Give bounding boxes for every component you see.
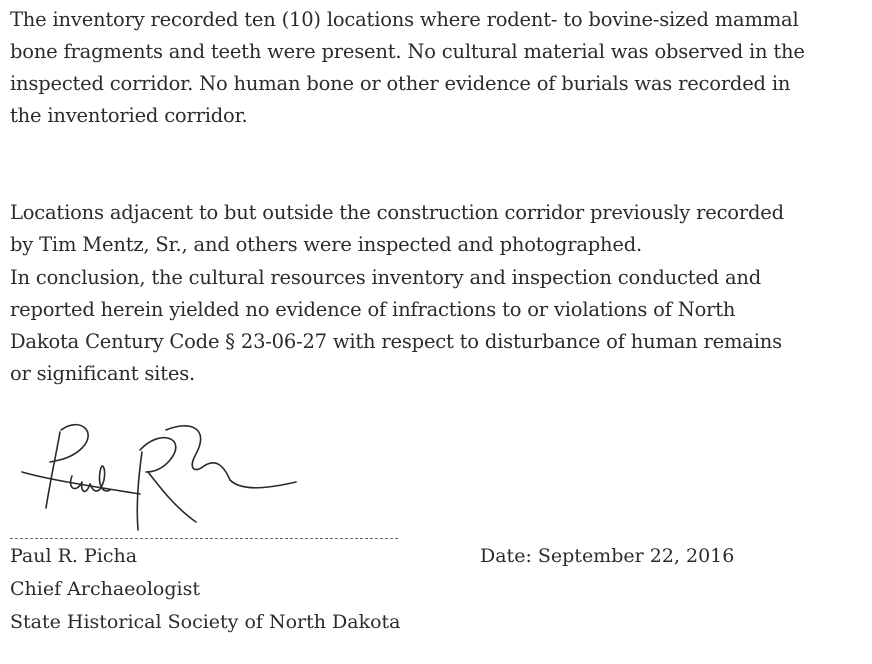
text-line: inspected corridor. No human bone or other evidence of burials was recorded in bbox=[10, 72, 791, 95]
text-line: the inventoried corridor. bbox=[10, 104, 248, 127]
text-line: The inventory recorded ten (10) locations where rodent- to bovine-sized mammal bbox=[10, 8, 799, 31]
text-line: by Tim Mentz, Sr., and others were inspected and photographed. bbox=[10, 233, 643, 256]
text-line: bone fragments and teeth were present. No cultural material was observed in the bbox=[10, 40, 805, 63]
signature-date: Date: September 22, 2016 bbox=[480, 545, 735, 567]
handwritten-signature bbox=[20, 410, 310, 535]
paragraph-adjacent-locations bbox=[10, 197, 784, 261]
signatory-organization: State Historical Society of North Dakota bbox=[10, 611, 401, 633]
signatory-title: Chief Archaeologist bbox=[10, 578, 200, 600]
paragraph-findings bbox=[10, 4, 805, 132]
text-line: or significant sites. bbox=[10, 362, 196, 385]
paragraph-conclusion bbox=[10, 262, 782, 390]
signatory-name: Paul R. Picha bbox=[10, 545, 138, 567]
text-line: Locations adjacent to but outside the construction corridor previously recorded bbox=[10, 201, 784, 224]
text-line: Dakota Century Code § 23-06-27 with respect to disturbance of human remains bbox=[10, 330, 782, 353]
text-line: reported herein yielded no evidence of infractions to or violations of North bbox=[10, 298, 736, 321]
signature-line bbox=[10, 538, 398, 539]
signatory-block bbox=[10, 540, 400, 639]
text-line: In conclusion, the cultural resources inventory and inspection conducted and bbox=[10, 266, 762, 289]
